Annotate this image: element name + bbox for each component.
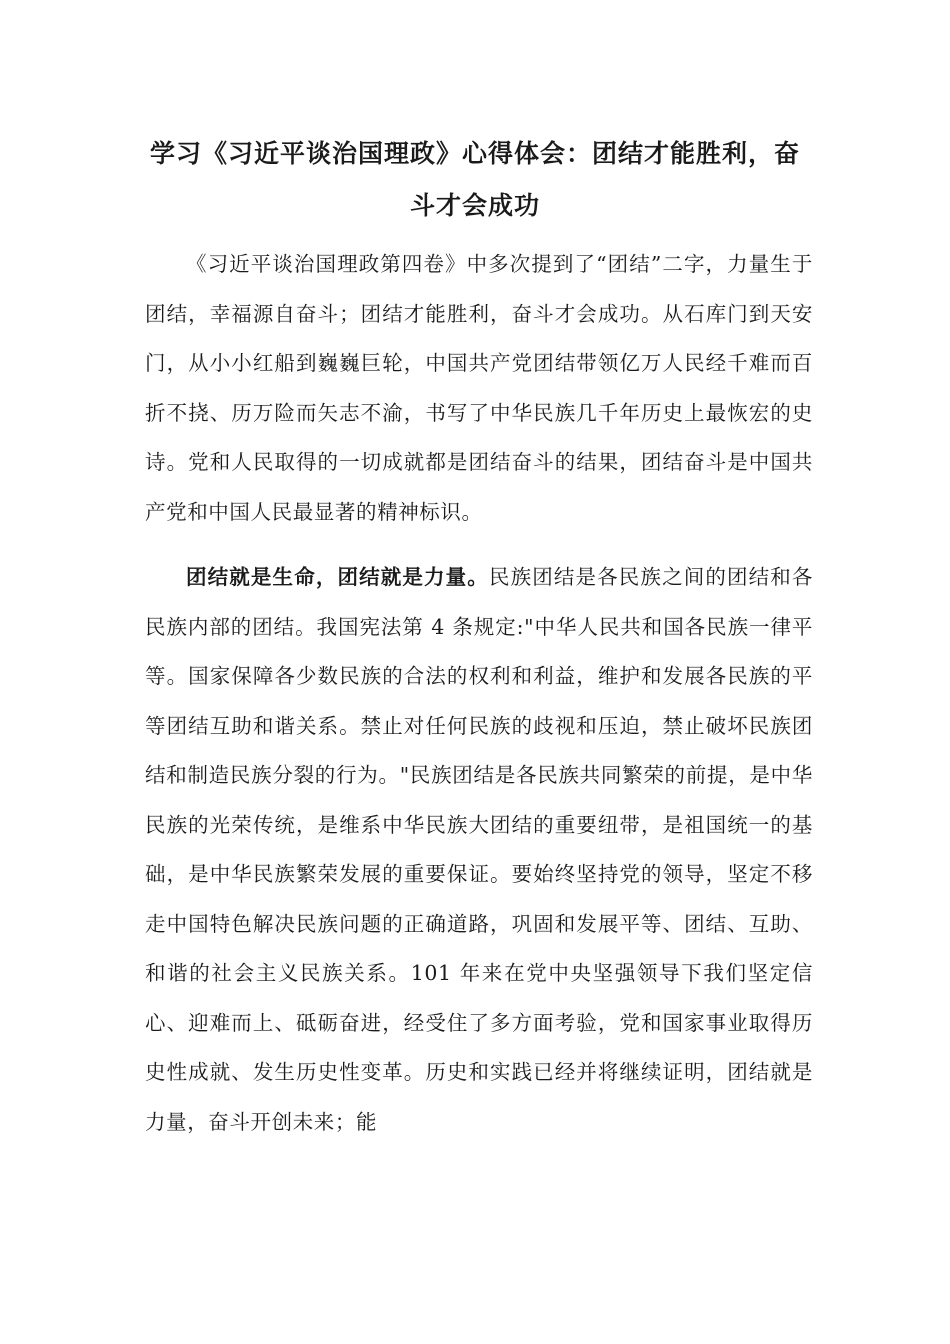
paragraph-intro-text: 《习近平谈治国理政第四卷》中多次提到了“团结”二字，力量生于团结，幸福源自奋斗；团结才能胜利，奋斗才会成功。从石库门到天安门，从小小红船到巍巍巨轮，中国共产党团结带领亿万人民经千难而百折不挠、历万险而矢志不渝，书写了中华民族几千年历史上最恢宏的史诗。党和人民取得的一切成就都是团结奋斗的结果，团结奋斗是中国共产党和中国人民最显著的精神标识。 <box>145 252 813 524</box>
paragraph-unity <box>145 553 813 1147</box>
paragraph-unity-lead: 团结就是生命，团结就是力量。 <box>186 565 489 589</box>
paragraph-intro <box>145 240 813 537</box>
paragraph-unity-text: 民族团结是各民族之间的团结和各民族内部的团结。我国宪法第 4 条规定:"中华人民共和国各民族一律平等。国家保障各少数民族的合法的权利和利益，维护和发展各民族的平等团结互助和谐关系。禁止对任何民族的歧视和压迫，禁止破坏民族团结和制造民族分裂的行为。"民族团结是各民族共同繁荣的前提，是中华民族的光荣传统，是维系中华民族大团结的重要纽带，是祖国统一的基础，是中华民族繁荣发展的重要保证。要始终坚持党的领导，坚定不移走中国特色解决民族问题的正确道路，巩固和发展平等、团结、互助、和谐的社会主义民族关系。101 年来在党中央坚强领导下我们坚定信心、迎难而上、砥砺奋进，经受住了多方面考验，党和国家事业取得历史性成就、发生历史性变革。历史和实践已经并将继续证明，团结就是力量，奋斗开创未来；能 <box>145 565 813 1134</box>
document-title: 学习《习近平谈治国理政》心得体会：团结才能胜利，奋斗才会成功 <box>149 139 800 220</box>
